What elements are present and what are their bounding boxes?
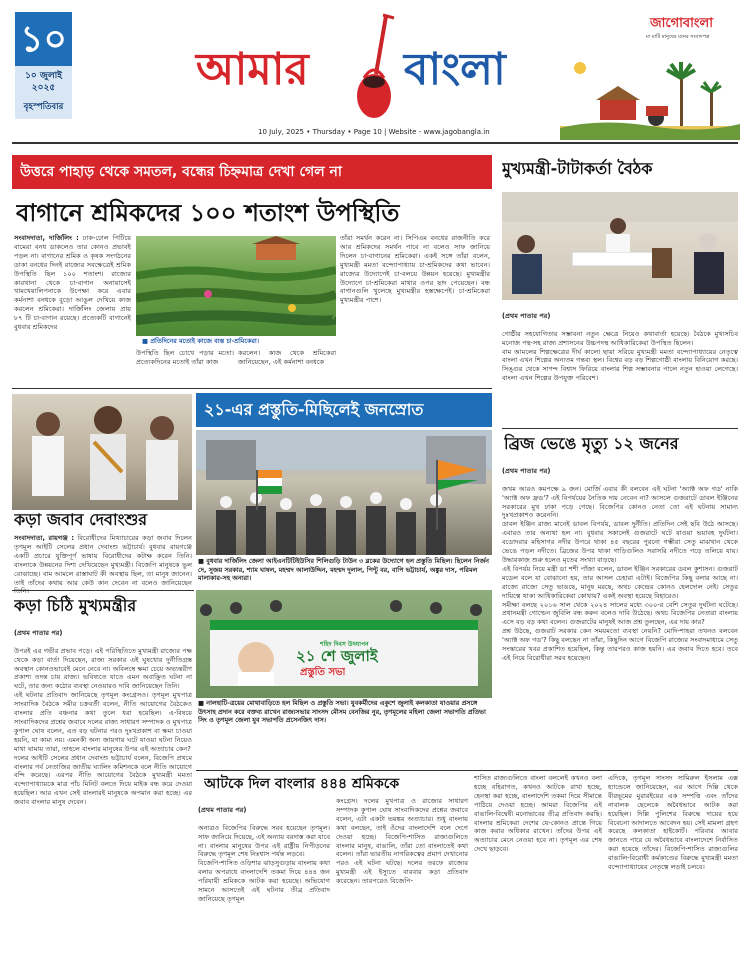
tea-col1	[14, 234, 131, 404]
dev-bottom-rule	[12, 590, 194, 591]
rally-headline: ২১-এর প্রস্তুতি-মিছিলেই জনস্রোত	[204, 400, 424, 419]
meeting-headline: মুখ্যমন্ত্রী-টাটাকর্তা বৈঠক	[502, 159, 653, 178]
tea-bottom-rule	[12, 388, 492, 389]
tea-col1-text: ঢাক-ঢোল পিটিয়ে বামেরা বনধ ডাকলেও তার কোনও প্রভাবই পড়ল না। বাগানের শ্রমিক ও কৃষক সংগঠনের ডাকা বনধের দিনই রাজ্যের সবক্ষেত্রেই শ্রমিক উপস্থিতি ছিল ১০০ শতাংশ। রাজ্যের কারখানা থেকে চা-বাগান অনায়াসেই খামখেয়ালিপনাকে উপেক্ষা করে এবার কর্মনাশা বনধকে বুড়ো আঙুল দেখিয়ে কাজ করলেন শ্রমিকেরা। দার্জিলিং জেলায় প্রায় ৮৭ টি চা-বাগান রয়েছে। প্রত্যেকটি বাগানেই বুধবার শ্রমিকদের	[14, 234, 131, 332]
masthead-illustration	[560, 48, 740, 140]
tea-byline: সংবাদদাতা, দার্জিলিং :	[14, 234, 79, 242]
workers-col4: এদিকে, তৃণমূল সাংসদ সামিরুল ইসলাম এক্স হ্যান্ডেলে জানিয়েছেন, এর আগে দিল্লি থেকে বীরভূমের মুরারইয়ের এক সম্পত্তি এবং তাঁদের নাবালক ছেলেকে অবৈধভাবে আটক করা হয়েছিল। দিল্লি পুলিশের বিরুদ্ধে দায়ের হয়ে বিবেচনা আদালতে আবেদন হয়। সেই মামলা গ্রহণ করেছে কলকাতা হাইকোর্ট। পরিবার আবার জানতে পারে যে অবৈধভাবে বাংলাদেশে নির্বাসিত করা হয়েছে তাঁদের। বিজেপি-শাসিত রাজ্যগুলির বাঙালি-বিরোধী কর্মকাণ্ডের বিরুদ্ধে মুখ্যমন্ত্রী মমতা বন্দ্যোপাধ্যায়ের নেতৃত্বে লড়াই চলবে।	[608, 774, 738, 872]
logo-left: আমার	[196, 44, 309, 95]
tea-col1-tail: উপস্থিতি ছিল চোখে পড়ার মতো। প্রত্যেকদিনের মতোই তাঁরা কাজ	[136, 349, 234, 366]
rally-photo-1	[196, 430, 492, 555]
workers-col1-text: অন্যত্রও বিজেপির বিরুদ্ধে সরব হয়েছেন তৃণমূল। সাফ জানিয়ে দিয়েছে, এই অন্যায় বরদাস্ত করা যাবে না। বাংলার মানুষের উপর এই রাষ্ট্রীয় নিপীড়নের বিরুদ্ধে তৃণমূল শেষ নিঃশ্বাস পর্যন্ত লড়বে। বিজেপি-শাসিত ওড়িশার ঝাড়সুগুড়ায় বাংলায় কথা বলার অপরাধে বাংলাদেশি তকমা দিয়ে ৪৪৪ জন পরিযায়ী শ্রমিককে আটক করা হয়েছে। অভিযোগ সামনে আসতেই এই ঘটনার তীব্র প্রতিবাদ জানিয়েছে তৃণমূল	[198, 823, 330, 903]
tea-col3: তাঁরা সমর্থন করেন না। সিপিএম বনধের রাজনীতি করে আর শ্রমিকদের সমর্থন পাবে না বলেও সাফ জানিয়ে দিলেন চা-বাগানের শ্রমিকেরা। একই সঙ্গে তাঁরা বলেন, মুখ্যমন্ত্রী মমতা বন্দ্যোপাধ্যায় চা-শ্রমিকদের কথা ভাবেন। রাজ্যের উদ্যোগেই চা-বলয়ে উন্নয়ন হয়েছে। মুখ্যমন্ত্রীর উদ্যোগে চা-শ্রমিকেরা মাথার ওপর ছাদ পেয়েছেন। বন্ধ বাগানগুলি খুলেছে মুখ্যমন্ত্রীর হস্তক্ষেপেই। চা-শ্রমিকেরা মুখ্যমন্ত্রীর পাশে।	[340, 234, 490, 305]
letter-cont: (প্রথম পাতার পর)	[14, 628, 63, 637]
workers-headline: আটকে দিল বাংলার ৪৪৪ শ্রমিককে	[204, 776, 400, 792]
brand-tagline: মা মাটি মানুষের মনের সংবাদপত্র	[646, 34, 710, 40]
letter-block	[14, 620, 192, 955]
tea-photo-caption: ■ প্রতিদিনের মতোই কাজে ব্যস্ত চা-শ্রমিকেরা।	[142, 337, 260, 345]
bridge-text: জখম আরও কমপক্ষে ৯ জন। মোর্জি এবার কী বলবেন এই ঘটনা 'অ্যাক্ট অফ গড' নাকি 'অ্যাক্ট অফ ফ্রড'? এই বিপর্যয়ের নৈতিক দায় নেবেন না? আসলে গুজরাটে ডাবল ইঞ্জিনের সরকারের মুখ ঢাকা পড়ে গেছে। বিজেপির কোনও নেতা তো এই ঘটনায় সামান্য দুঃখপ্রকাশও করেননি। ডাবল ইঞ্জিন রাজ্য মানেই ডাবল বিপর্যয়, ডাবল দুর্নীতি। প্রতিদিন সেই ছবি উঠে আসছে। এবারও তার অন্যথা হল না। বুধবার সকালেই গুজরাটে ঘটে যাওয়া ভয়াবহ দুর্ঘটনা। বডোদরার মহিসাগর নদীর উপরে থাকা ৪৫ বছরের পুরনো গম্ভীরা সেতু মাঝখান থেকে ভেঙে পড়ল নদীতে। ব্রিজের উপর থাকা গাড়িগুলিও সরাসরি নদীতে পড়ে তলিয়ে যায়। উদ্ধারকাজ শুরু হলেও মৃতের সংখ্যা বাড়ছে। এই বিপর্যয় নিয়ে মন্ত্রী ডা শশী পাঁজা বলেন, ডাবল ইঞ্জিন সরকারের ডবল কুশাসন। গুজরাট মডেল বলে যা বোঝানো হয়, তার আসল চেহারা এটাই। বিজেপির কিছু বলার আছে না। রাজ্যে রাজ্যে সেতু ভাঙছে, মানুষ মরছে, অথচ কেন্দ্রের কোনও হেলদোল নেই। সেতুর দায়িত্বে থাকা আধিকারিকেরা কোথায়? একই অবস্থা হয়েছে বিহারেও। সমীক্ষা বলছে ২০১৬ সাল থেকে ২০২৪ সালের মধ্যে ৩০০-র বেশি সেতুর দুর্ঘটনা ঘটেছে। প্রধানমন্ত্রী গোল্ডেন জুবিলি বন্ধ করুন বলেও দাবি উঠেছে। অথচ বিজেপির নেতারা বাংলায় এসে বড় বড় কথা বলেন। গুজরাটের মানুষই আজ প্রশ্ন তুলছেন, এর দায় কার? প্রশ্ন উঠছে, গুজরাট সরকার কেন সময়মতো ব্যবস্থা নেয়নি? মোদি-শাহরা তখনও বলবেন 'অ্যাক্ট অফ গড'? কিছু বলছেন না তাঁরা, কিছুদিন আগে বিজেপি রাজ্যের সংবাদমাধ্যমে সেতু সংস্কারের খবর প্রকাশিত হয়েছিল, কিন্তু তারপরও কাজ হয়নি। এর জবাব দিতে হবে। তবে এই নিয়ে বিরোধীরা সরব হয়েছেন।	[502, 484, 738, 662]
issue-weekday: বৃহস্পতিবার	[23, 102, 64, 112]
workers-cont: (প্রথম পাতার পর)	[198, 805, 247, 814]
logo-right: বাংলা	[404, 44, 506, 95]
rally-caption-1: ■ বুধবার দার্জিলিং জেলা আইএনটিটিইউসির শিলিগুড়ি টাউন ৩ ব্লকের উদ্যোগে হল প্রস্তুতি মিছিল। ছিলেন নির্জন দে, সুজয় সরকার, শ্যাম ঘাষল, মহম্মদ আলাউদ্দিন, মহম্মদ দুলাল, পিন্টু বর, বাপি ভট্টাচার্য, অঙ্কুর দাস, পরিমল মালাকার-সহ অন্যরা।	[198, 557, 489, 583]
dev-text: বিরোধীদের মিথ্যাচারের কড়া জবাব দিলেন তৃণমূল আইটি সেলের প্রধান দেবাংশু ভট্টাচার্য। বুধবার রায়গঞ্জে একটি প্রচারে যুক্তিপূর্ণ ভাষায় বিরোধীদের কটাক্ষ করেন তিনি। বাংলাকে উন্নয়নের দিশা দেখিয়েছেন মুখ্যমন্ত্রী। বিজেপি মানুষকে ভুল বোঝাচ্ছে। বাম আমলে রাস্তাঘাট কী অবস্থায় ছিল, তা মানুষ জানেন। তাই তাঁদের কথায় আর কেউ কান দেবেন না বলেও জানিয়েছেন	[14, 534, 192, 587]
dev-text-block	[14, 534, 192, 594]
workers-col3: শাসিত রাজ্যগুলিতে বাংলা বললেই কখনও বলা হচ্ছে বহিরাগত, কখনও আটকে রাখা হচ্ছে, হেনস্থা করা হচ্ছে, বাংলাদেশি তকমা দিয়ে সীমান্তে পাঠিয়ে দেওয়া হচ্ছে। আমরা বিজেপির এই বাঙালি-বিদ্বেষী মনোভাবের তীব্র প্রতিবাদ করছি। বাংলার শ্রমিকেরা দেশের যে-কোনও প্রান্তে গিয়ে কাজ করার অধিকার রাখেন। তাঁদের উপর এই অত্যাচার মেনে নেওয়া হবে না। তৃণমূল এর শেষ দেখে ছাড়বে।	[474, 774, 602, 854]
bridge-cont: (প্রথম পাতার পর)	[502, 466, 551, 475]
meeting-cont: (প্রথম পাতার পর)	[502, 311, 551, 320]
bridge-block	[502, 458, 738, 768]
bridge-headline: ব্রিজ ভেঙে মৃত্যু ১২ জনের	[504, 434, 679, 453]
meeting-photo	[502, 192, 738, 300]
banner-label: শহিদ দিবস উদযাপন	[320, 641, 369, 648]
letter-text: উপরই এর গভীর প্রভাব পড়ে। এই পরিস্থিতিতে মুখ্যমন্ত্রী রাজ্যের পক্ষ থেকে কড়া বার্তা দিয়েছেন, রাজ্য সরকার এই ঘুষখোর দুর্নীতিগ্রস্ত অবস্থান কোনওভাবেই মেনে নেবে না। অবিলম্বে ক্ষমা চেয়ে অভ্যন্তরীণ প্রকাশ্য তদন্ত চায় রাজ্য। ভবিষ্যতে যাতে এমন অবাঞ্ছিত ঘটনা না ঘটে, তার জন্য কঠোর ব্যবস্থা নেওয়ারও দাবি জানিয়েছেন তিনি। এই ঘটনার প্রতিবাদ জানিয়েছে তৃণমূল কংগ্রেসও। তৃণমূল মুখপাত্র সাংবাদিক বৈঠকে সমীর চক্রবর্তী বলেন, নীতি আয়োগের বৈঠকেও বাংলার প্রতি বঞ্চনার কথা তুলে ধরা হয়েছিল। এ-বিষয়ে সাংবাদিকদের প্রশ্নের জবাবে দলের রাজ্য সাধারণ সম্পাদক ও মুখপাত্র কুণাল ঘোষ বলেন, এত বড় ঘটনার পরও দুঃখপ্রকাশ বা ক্ষমা চাওয়া হয়নি, যা কাম্য নয়। এমনকী অন্য জায়গায় ঘটে যাওয়া ঘটনা নিয়েও মাথা ঘামায় তারা, তাহলে বাংলার মানুষের উপর এই অত্যাচার কেন? দলের আইটি সেলের প্রধান দেবাংশু ভট্টাচার্য বলেন, বিজেপি প্রথমে বাংলার গর্ব নেতাজির জাতীয় ঘ্যালিং কমিশনকে বলে নীতি আয়োগে বন্দি করেছে। এরপর নীতি আয়োগের বৈঠকে মুখ্যমন্ত্রী মমতা বন্দ্যোপাধ্যায়কে মাত্র পাঁচ মিনিট বলতে দিয়ে মাইক বন্ধ করে দেওয়া হয়েছিল। আর এখন সেই বাংলারই মানুষকে অপমান করা হচ্ছে। এর জবাব বাংলার মানুষ দেবেন।	[14, 646, 192, 807]
rally-caption-2: ■ নালহাটি-ত্রয়ের মোথাবাড়িতে হল মিছিল ও প্রস্তুতি সভা। যুবকর্মীদের একুশে জুলাই কলকাতা যাওয়ার প্রসঙ্গে উৎসাহ প্রদান করে বক্তব্য রাখেন রাজ্যসভার সাংসদ মৌসম বেনজির নুর, তৃণমূলের মহিলা জেলা সভাপতি প্রতিভা সিং ও তৃণমূল জেলা যুব সভাপতি প্রসেনজিৎ দাস।	[198, 699, 486, 725]
dev-headline: কড়া জবাব দেবাংশুর	[14, 510, 148, 529]
banner-sub: প্রস্তুতি সভা	[300, 667, 346, 678]
ektara-icon	[350, 12, 405, 122]
tea-photo	[136, 236, 336, 336]
dev-byline: সংবাদদাতা, রায়গঞ্জ :	[14, 534, 75, 542]
banner-title: ২১ শে জুলাই	[296, 647, 378, 665]
issue-date: ১০ জুলাই ২০২৫	[25, 71, 62, 93]
tea-kicker: উত্তরে পাহাড় থেকে সমতল, বন্ধের চিহ্নমাত্র দেখা গেল না	[20, 164, 342, 180]
rally-bottom-rule	[196, 770, 738, 771]
workers-col1	[198, 797, 330, 957]
brand-logo: জাগোবাংলা	[650, 16, 713, 31]
tea-headline: বাগানে শ্রমিকদের ১০০ শতাংশ উপস্থিতি	[16, 199, 400, 227]
letter-headline: কড়া চিঠি মুখ্যমন্ত্রীর	[14, 596, 137, 615]
meeting-bottom-rule	[502, 428, 738, 429]
masthead-rule	[12, 142, 738, 144]
dateline: 10 July, 2025 • Thursday • Page 10 | Website - www.jagobangla.in	[258, 128, 490, 136]
meeting-text: গোষ্ঠীর সহযোগিতার সম্ভাবনা নতুন ক্ষেত্রে নিয়েও কথাবার্তা হয়েছে। বৈঠকে মুখ্যসচিব মনোজ পন্থ-সহ রাজ্য প্রশাসনের উচ্চপদস্থ আধিকারিকেরা উপস্থিত ছিলেন। বাম আমলের শিল্পক্ষেত্রের দীর্ঘ কালো ছায়া সরিয়ে মুখ্যমন্ত্রী মমতা বন্দ্যোপাধ্যায়ের নেতৃত্বে বাংলা এখন শিল্পের অন্যতম গন্তব্য স্থল। বিশ্বের বড় বড় শিল্পগোষ্ঠী বাংলায় বিনিয়োগ করছে। সিঙ্গুর থেকে সাণন্দ বিশ্বাস ফিরিয়ে বাংলার শিল্প সম্ভাবনার পালে নতুন হাওয়া লেগেছে। বাংলা এখন শিল্পের উপযুক্ত পরিবেশ।	[502, 329, 738, 383]
page-number: ১০	[20, 19, 67, 60]
tea-col2-tail: করলেন। কাজ থেকে শ্রমিকেরা জানিয়েছেন, এই কর্মনাশা বনধকে	[238, 349, 336, 366]
workers-col2: কংগ্রেস। দলের মুখপাত্র ও রাজ্যের সাধারণ সম্পাদক কুণাল ঘোষ সাংবাদিকদের প্রশ্নের জবাবে বলেন, এটা একটা ভয়ঙ্কর অত্যাচার। শুধু বাংলায় কথা বলছেন, তাই ওঁদের বাংলাদেশি বলে দেগে দেওয়া হচ্ছে। বিজেপি-শাসিত রাজ্যগুলিতে বাংলার মানুষ, বাঙালি, তাঁরা তো বাংলাতেই কথা বলেন। তাঁরা ভারতীয় নাগরিকত্বের প্রমাণ দেখানোর পরও এই ঘটনা ঘটছে। দলের তরফে রাজ্যের মুখ্যমন্ত্রী এই ইস্যুতে বারবার কড়া প্রতিবাদ করেছেন। তারপরেও বিজেপি-	[336, 797, 468, 886]
meeting-block	[502, 303, 738, 423]
dev-photo	[12, 394, 192, 510]
